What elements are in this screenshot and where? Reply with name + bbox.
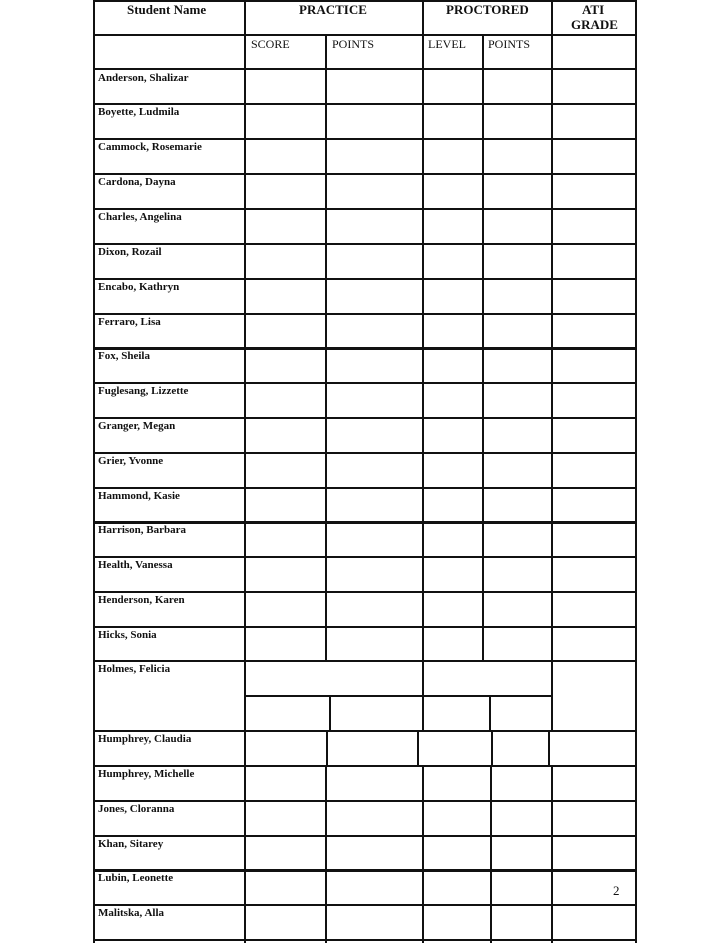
table-rule [93, 765, 637, 767]
table-rule [422, 0, 424, 661]
table-rule [93, 452, 637, 454]
header-proctored: PROCTORED [446, 2, 529, 17]
table-rule [93, 278, 637, 280]
table-rule [551, 0, 553, 731]
table-rule [491, 731, 493, 766]
table-rule [93, 208, 637, 210]
student-name-cell: Fox, Sheila [98, 350, 150, 362]
table-rule [93, 730, 637, 732]
table-rule [93, 103, 637, 105]
table-rule [329, 695, 331, 731]
subheader-proctored-level: LEVEL [428, 37, 466, 51]
student-name-cell: Humphrey, Michelle [98, 768, 195, 780]
header-practice: PRACTICE [299, 2, 367, 17]
table-rule [422, 766, 424, 943]
table-rule [93, 904, 637, 906]
table-rule [422, 661, 424, 731]
table-rule [325, 34, 327, 661]
header-ati: ATI [582, 2, 605, 17]
table-rule [93, 0, 95, 943]
table-rule [326, 731, 328, 766]
student-name-cell: Anderson, Shalizar [98, 72, 189, 84]
table-rule [93, 660, 637, 662]
header-grade: GRADE [571, 17, 618, 32]
student-name-cell: Hammond, Kasie [98, 490, 180, 502]
student-name-cell: Jones, Cloranna [98, 803, 175, 815]
student-name-cell: Boyette, Ludmila [98, 106, 180, 118]
student-name-cell: Lubin, Leonette [98, 872, 174, 884]
table-rule [325, 766, 327, 943]
table-rule [93, 313, 637, 315]
student-name-cell: Charles, Angelina [98, 211, 182, 223]
table-rule [93, 939, 637, 941]
table-rule [93, 173, 637, 175]
student-name-cell: Malitska, Alla [98, 907, 165, 919]
student-name-cell: Encabo, Kathryn [98, 281, 180, 293]
table-rule [93, 382, 637, 384]
table-rule [93, 835, 637, 837]
table-rule [490, 766, 492, 943]
table-rule [93, 556, 637, 558]
student-name-cell: Harrison, Barbara [98, 524, 186, 536]
header-student-name: Student Name [127, 2, 207, 17]
table-rule [548, 731, 550, 766]
student-name-cell: Holmes, Felicia [98, 663, 171, 675]
table-rule [93, 243, 637, 245]
student-name-cell: Cardona, Dayna [98, 176, 176, 188]
table-rule [93, 487, 637, 489]
student-name-cell: Henderson, Karen [98, 594, 185, 606]
table-rule [93, 626, 637, 628]
table-rule [93, 800, 637, 802]
table-rule [417, 731, 419, 766]
subheader-practice-score: SCORE [251, 37, 290, 51]
student-name-cell: Dixon, Rozail [98, 246, 162, 258]
table-rule [93, 591, 637, 593]
student-name-cell: Khan, Sitarey [98, 838, 164, 850]
table-rule [551, 766, 553, 943]
student-name-cell: Hicks, Sonia [98, 629, 157, 641]
student-name-cell: Granger, Megan [98, 420, 176, 432]
table-rule [93, 417, 637, 419]
table-rule [482, 34, 484, 661]
table-rule [489, 695, 491, 731]
student-name-cell: Grier, Yvonne [98, 455, 164, 467]
table-rule [93, 34, 637, 36]
subheader-practice-points: POINTS [332, 37, 375, 51]
table-rule [244, 0, 246, 943]
table-rule [93, 68, 637, 70]
table-rule [93, 0, 637, 2]
student-name-cell: Cammock, Rosemarie [98, 141, 202, 153]
student-name-cell: Health, Vanessa [98, 559, 173, 571]
student-name-cell: Humphrey, Claudia [98, 733, 192, 745]
table-rule [93, 869, 637, 872]
student-name-cell: Ferraro, Lisa [98, 316, 161, 328]
table-rule [93, 347, 637, 350]
table-rule [93, 138, 637, 140]
table-rule [244, 695, 552, 697]
table-rule [635, 0, 637, 943]
table-rule [93, 521, 637, 524]
student-name-cell: Fuglesang, Lizzette [98, 385, 189, 397]
page-number: 2 [613, 883, 620, 898]
subheader-proctored-points: POINTS [488, 37, 531, 51]
